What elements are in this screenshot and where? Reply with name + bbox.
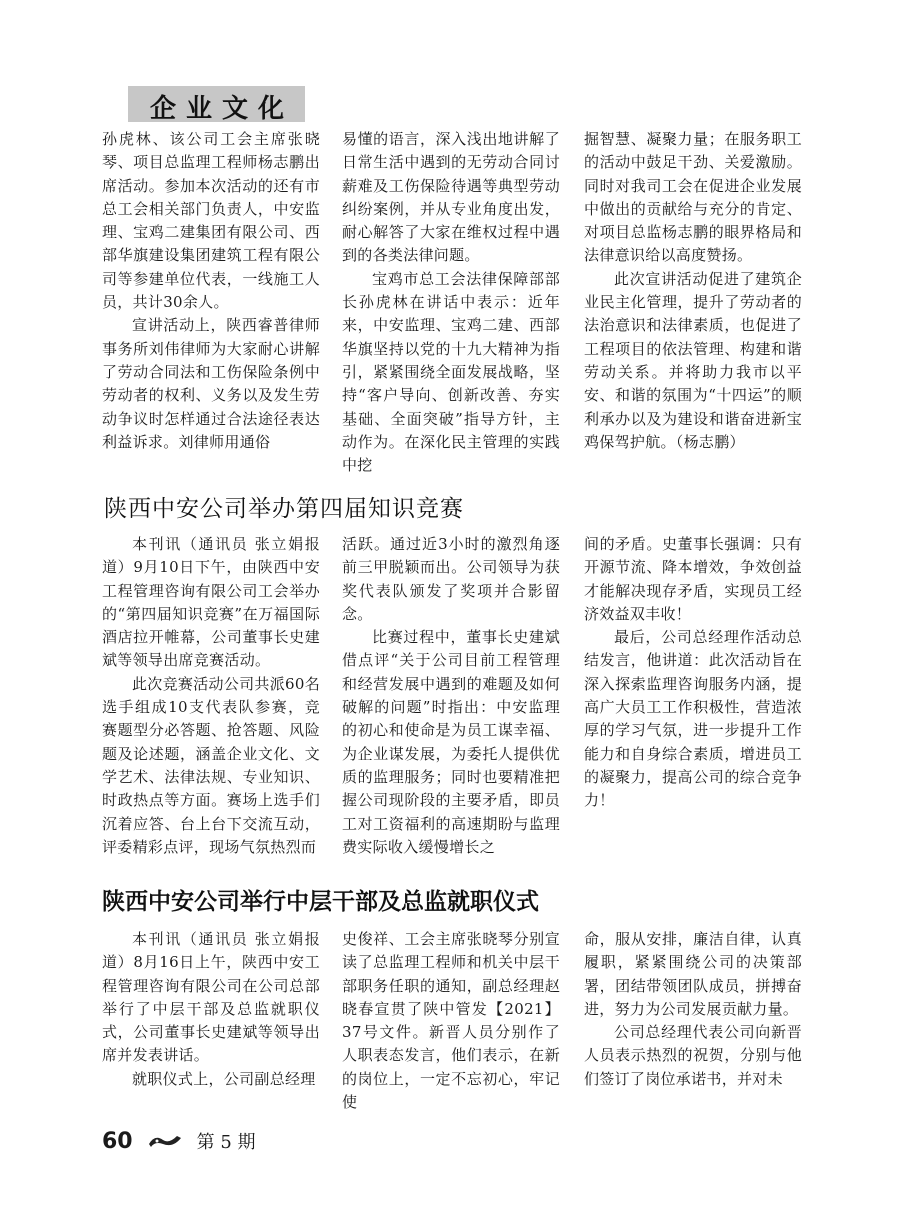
paragraph: 本刊讯（通讯员 张立娟报道）8月16日上午，陕西中安工程管理咨询有限公司在公司总部举行了中层干部及总监就职仪式，公司董事长史建斌等领导出席并发表讲话。 [102,930,320,1065]
article1-column-1 [102,128,320,454]
issue-label: 第 5 期 [196,1132,256,1153]
article1-column-3 [584,128,802,454]
paragraph: 活跃。通过近3小时的激烈角逐前三甲脱颖而出。公司领导为获奖代表队颁发了奖项并合影留念。 [342,535,560,623]
article2-column-3 [584,533,802,813]
article3-column-1 [102,928,320,1091]
paragraph: 本刊讯（通讯员 张立娟报道）9月10日下午，由陕西中安工程管理咨询有限公司工会举办的“第四届知识竞赛”在万福国际酒店拉开帷幕，公司董事长史建斌等领导出席竞赛活动。 [102,535,320,670]
paragraph: 宣讲活动上，陕西睿普律师事务所刘伟律师为大家耐心讲解了劳动合同法和工伤保险条例中劳动者的权利、义务以及发生劳动争议时怎样通过合法途径表达利益诉求。刘律师用通俗 [102,316,320,451]
section-title: 企业文化 [150,94,295,124]
paragraph: 掘智慧、凝聚力量；在服务职工的活动中鼓足干劲、关爱激励。同时对我司工会在促进企业发展中做出的贡献给与充分的肯定、对项目总监杨志鹏的眼界格局和法律意识给以高度赞扬。 [584,130,802,265]
article1-column-2 [342,128,560,477]
magazine-logo-icon [147,1132,183,1150]
article2-column-2 [342,533,560,859]
page-number: 60 [102,1128,133,1154]
paragraph: 史俊祥、工会主席张晓琴分别宣读了总监理工程师和机关中层干部职务任职的通知，副总经理赵晓春宣贯了陕中管发【2021】37号文件。新晋人员分别作了人职表态发言，他们表示，在新的岗位上，一定不忘初心，牢记使 [342,930,560,1112]
paragraph: 此次竞赛活动公司共派60名选手组成10支代表队参赛，竞赛题型分必答题、抢答题、风险题及论述题，涵盖企业文化、文学艺术、法律法规、专业知识、时政热点等方面。赛场上选手们沉着应答、台上台下交流互动，评委精彩点评，现场气氛热烈而 [102,674,320,856]
article2-headline: 陕西中安公司举办第四届知识竞赛 [104,496,464,522]
paragraph: 孙虎林、该公司工会主席张晓琴、项目总监理工程师杨志鹏出席活动。参加本次活动的还有市总工会相关部门负责人，中安监理、宝鸡二建集团有限公司、西部华旗建设集团建筑工程有限公司等参建单位代表，一线施工人员，共计30余人。 [102,130,320,312]
article3-headline: 陕西中安公司举行中层干部及总监就职仪式 [102,889,539,915]
paragraph: 宝鸡市总工会法律保障部部长孙虎林在讲话中表示：近年来，中安监理、宝鸡二建、西部华旗坚持以党的十九大精神为指引，紧紧围绕全面发展战略，坚持“客户导向、创新改善、夯实基础、全面突破”指导方针，主动作为。在深化民主管理的实践中挖 [342,269,560,475]
article3-column-3 [584,928,802,1091]
paragraph: 就职仪式上，公司副总经理 [132,1069,316,1088]
article2-column-1 [102,533,320,859]
paragraph: 最后，公司总经理作活动总结发言，他讲道：此次活动旨在深入探索监理咨询服务内涵，提高广大员工工作积极性，营造浓厚的学习气氛，进一步提升工作能力和自身综合素质，增进员工的凝聚力，提高公司的综合竞争力！ [584,628,802,810]
paragraph: 比赛过程中，董事长史建斌借点评“关于公司目前工程管理和经营发展中遇到的难题及如何破解的问题”时指出：中安监理的初心和使命是为员工谋幸福、为企业谋发展，为委托人提供优质的监理服务；同时也要精准把握公司现阶段的主要矛盾，即员工对工资福利的高速期盼与监理费实际收入缓慢增长之 [342,628,560,856]
paragraph: 公司总经理代表公司向新晋人员表示热烈的祝贺，分别与他们签订了岗位承诺书，并对未 [584,1023,802,1088]
paragraph: 此次宣讲活动促进了建筑企业民主化管理，提升了劳动者的法治意识和法律素质，也促进了工程项目的依法管理、构建和谐劳动关系。并将助力我市以平安、和谐的氛围为“十四运”的顺利承办以及为建设和谐奋进新宝鸡保驾护航。（杨志鹏） [584,269,802,451]
article3-column-2 [342,928,560,1114]
page-footer [102,1128,256,1154]
paragraph: 易懂的语言，深入浅出地讲解了日常生活中遇到的无劳动合同讨薪难及工伤保险待遇等典型劳动纠纷案例，并从专业角度出发，耐心解答了大家在维权过程中遇到的各类法律问题。 [342,130,560,265]
paragraph: 间的矛盾。史董事长强调：只有开源节流、降本增效，争效创益才能解决现存矛盾，实现员工经济效益双丰收！ [584,535,802,623]
paragraph: 命，服从安排，廉洁自律，认真履职，紧紧围绕公司的决策部署，团结带领团队成员，拼搏奋进，努力为公司发展贡献力量。 [584,930,802,1018]
